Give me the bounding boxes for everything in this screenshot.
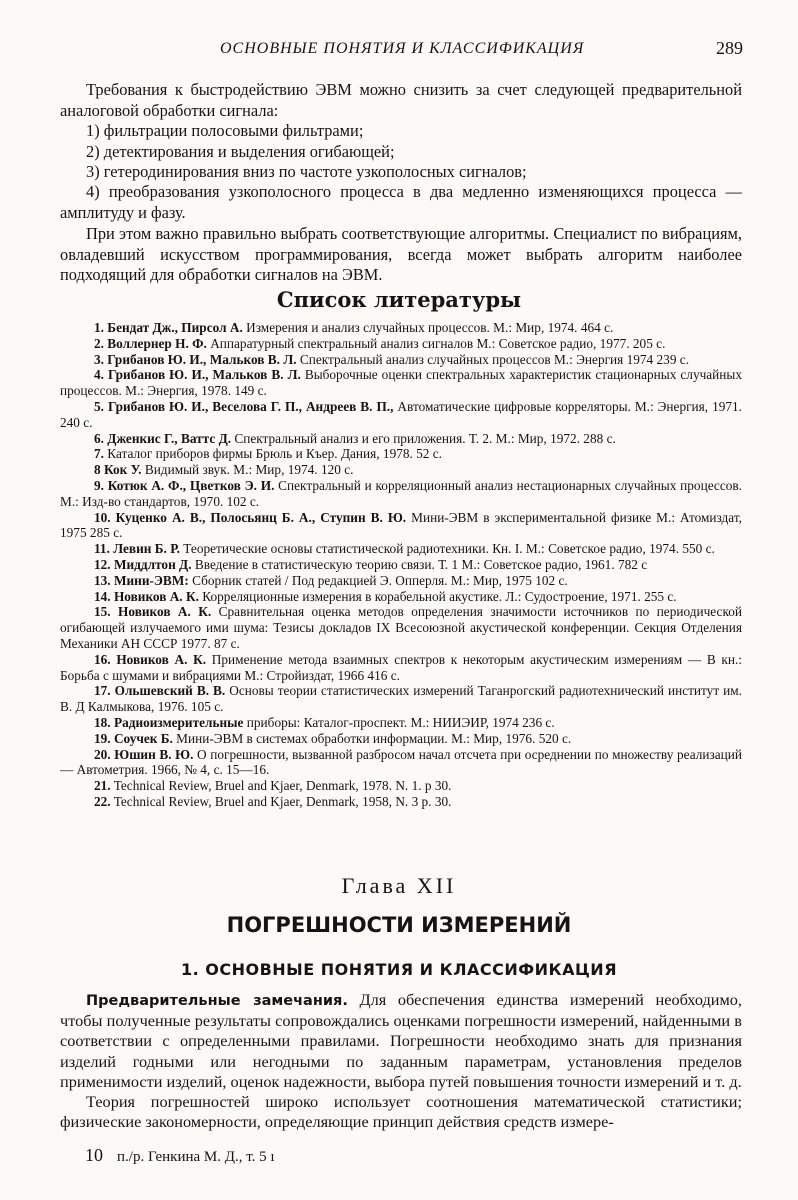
reference-text: Аппаратурный спектральный анализ сигналов М.: Советское радио, 1977. 205 с. [206,335,666,351]
chapter-body [60,990,742,1132]
page-number: 289 [716,38,743,58]
reference-item [60,794,742,810]
reference-author: 6. Дженкис Г., Ваттс Д. [94,430,232,446]
reference-text: Спектральный анализ случайных процессов М.: Энергия 1974 239 с. [296,351,690,367]
reference-item [60,367,742,399]
reference-text: О погрешности, вызванной разбросом начал отсчета при осреднении по множеству реализаций — Автометрия. 1966, № 4, с. 15—16. [60,746,742,778]
paragraph: Теория погрешностей широко использует соотношения математической статистики; физические закономерности, определяющие принцип действия средств измере- [60,1092,742,1132]
reference-item [60,683,742,715]
list-item: 3) гетеродинирования вниз по частоте узкополосных сигналов; [86,162,527,181]
reference-author: 13. Мини-ЭВМ: [94,572,189,588]
reference-author: 17. Ольшевский В. В. [94,683,226,699]
reference-author: 16. Новиков А. К. [94,651,207,667]
reference-text: приборы: Каталог-проспект. М.: НИИЭИР, 1974 236 с. [243,714,555,730]
reference-author: 18. Радиоизмерительные [94,714,244,730]
reference-author: 9. Котюк А. Ф., Цветков Э. И. [94,477,275,493]
reference-author: 1. Бендат Дж., Пирсол А. [94,320,243,335]
reference-text: Technical Review, Bruel and Kjaer, Denmark, 1958, N. 3 p. 30. [110,793,452,809]
reference-author: 22. [94,793,111,809]
reference-author: 2. Воллернер Н. Ф. [94,335,207,351]
printer-signature [85,1145,275,1166]
reference-item [60,589,742,605]
reference-item [60,731,742,747]
reference-author: 21. [94,778,111,794]
reference-author: 20. Юшин В. Ю. [94,746,194,762]
reference-text: Видимый звук. М.: Мир, 1974. 120 с. [141,462,354,478]
list-item-4: 4) преобразования узкополосного процесса в два медленно изменяющихся процесса — амплитуду и фазу. [60,182,742,222]
reference-text: Сравнительная оценка методов определения значимости источников по периодической огибающей излучаемого ими шума: Тезисы докладов IX Всесоюзной акустической конференции. Секция Отделения Механики АН СССР 1977. 87 с. [60,604,742,651]
reference-item [60,352,742,368]
running-header: ОСНОВНЫЕ ПОНЯТИЯ И КЛАССИФИКАЦИЯ [220,40,585,57]
reference-text: Теоретические основы статистической радиотехники. Кн. I. М.: Советское радио, 1974. 550 с. [179,541,715,557]
signature-text: п./р. Генкина М. Д., т. 5 ı [117,1149,275,1165]
paragraph-text: Для обеспечения единства измерений необходимо, чтобы полученные результаты сопровождались оценками погрешности измерений, найденными в соответствии с определенными правилами. Погрешности необходимо знать для признания изделий годными или негодными по заданным параметрам, установления пределов применимости изделий, оценок надежности, выбора путей повышения точности измерений и т. д. [60,990,742,1091]
signature-number: 10 [85,1145,103,1165]
reference-text: Спектральный анализ и его приложения. Т. 2. М.: Мир, 1972. 288 с. [231,430,616,446]
reference-item [60,747,742,779]
reference-text: Мини-ЭВМ в системах обработки информации. М.: Мир, 1976. 520 с. [172,730,572,746]
reference-author: 5. Грибанов Ю. И., Веселова Г. П., Андреев В. П., [94,398,394,414]
reference-item [60,541,742,557]
reference-author: 8 Кок У. [94,462,142,478]
reference-author: 12. Миддлтон Д. [94,556,192,572]
reference-text: Основы теории статистических измерений Таганрогский радиотехнический институт им. В. Д Калмыкова, 1976. 105 с. [60,683,743,715]
reference-item [60,510,742,542]
section-title: 1. ОСНОВНЫЕ ПОНЯТИЯ И КЛАССИФИКАЦИЯ [180,960,618,979]
reference-text: Применение метода взаимных спектров к некоторым акустическим измерениям — В кн.: Борьба с шумами и вибрациями М.: Стройиздат, 1966 416 с. [60,651,742,683]
list-item: 1) фильтрации полосовыми фильтрами; [86,121,364,140]
reference-author: 11. Левин Б. Р. [94,541,180,557]
reference-text: Каталог приборов фирмы Брюль и Къер. Дания, 1978. 52 с. [103,446,443,462]
reference-text: Спектральный и корреляционный анализ нестационарных случайных процессов. М.: Изд-во стандартов, 1970. 102 с. [60,477,742,509]
reference-item [60,320,742,336]
intro-paragraph: Требования к быстродействию ЭВМ можно снизить за счет следующей предварительной аналоговой обработки сигнала: [60,80,742,120]
reference-text: Корреляционные измерения в корабельной акустике. Л.: Судостроение, 1971. 255 с. [198,588,677,604]
reference-text: Автоматические цифровые корреляторы. М.: Энергия, 1971. 240 с. [60,398,742,430]
lead-phrase: Предварительные замечания. [86,993,348,1009]
paragraph [60,990,742,1092]
literature-title: Список литературы [276,287,522,312]
reference-author: 19. Соучек Б. [94,730,173,746]
reference-item [60,715,742,731]
chapter-title: ПОГРЕШНОСТИ ИЗМЕРЕНИЙ [226,913,572,937]
reference-author: 7. [94,446,104,462]
reference-item [60,399,742,431]
reference-author: 15. Новиков А. К. [94,604,212,620]
reference-text: Выборочные оценки спектральных характеристик стационарных случайных процессов. М.: Энергия, 1978. 149 с. [60,367,742,399]
reference-text: Technical Review, Bruel and Kjaer, Denmark, 1978. N. 1. p 30. [110,778,452,794]
chapter-label: Глава XII [341,873,457,898]
intro-list [86,121,742,183]
reference-item [60,462,742,478]
reference-author: 14. Новиков А. К. [94,588,199,604]
reference-text: Мини-ЭВМ в экспериментальной физике М.: Атомиздат, 1975 285 с. [60,509,742,541]
reference-text: Введение в статистическую теорию связи. Т. 1 М.: Советское радио, 1961. 782 с [191,556,648,572]
reference-item [60,778,742,794]
reference-item [60,652,742,684]
list-item: 2) детектирования и выделения огибающей; [86,141,395,161]
reference-author: 4. Грибанов Ю. И., Мальков В. Л. [94,367,301,383]
closing-paragraph: При этом важно правильно выбрать соответствующие алгоритмы. Специалист по вибрациям, овладевший искусством программирования, всегда может выбрать алгоритм наиболее подходящий для обработки сигналов на ЭВМ. [60,224,742,284]
reference-item [60,573,742,589]
reference-list [60,320,742,810]
reference-text: Сборник статей / Под редакцией Э. Опперля. М.: Мир, 1975 102 с. [188,572,568,588]
reference-author: 10. Куценко А. В., Полосьянц Б. А., Ступин В. Ю. [94,509,407,525]
reference-item [60,478,742,510]
reference-author: 3. Грибанов Ю. И., Мальков В. Л. [94,351,297,367]
reference-item [60,446,742,462]
reference-item [60,557,742,573]
reference-text: Измерения и анализ случайных процессов. М.: Мир, 1974. 464 с. [242,320,614,335]
reference-item [60,604,742,651]
reference-item [60,431,742,447]
reference-item [60,336,742,352]
